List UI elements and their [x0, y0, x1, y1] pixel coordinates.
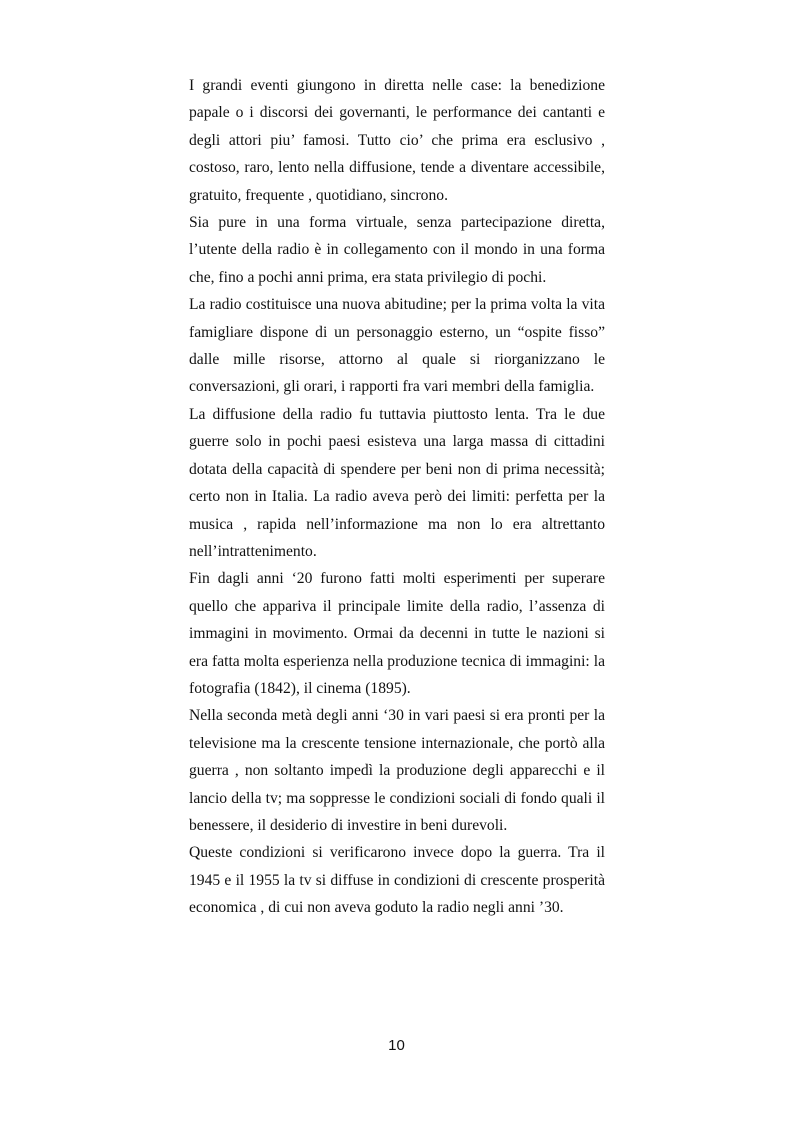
paragraph-7: Queste condizioni si verificarono invece dopo la guerra. Tra il 1945 e il 1955 la tv si diffuse in condizioni di crescente prosperità economica , di cui non aveva goduto la radio negli anni ’30. — [189, 844, 605, 917]
paragraph-1: I grandi eventi giungono in diretta nelle case: la benedizione papale o i discorsi dei governanti, le performance dei cantanti e degli attori piu’ famosi. Tutto cio’ che prima era esclusivo , costoso, raro, lento nella diffusione, tende a diventare accessibile, gratuito, frequente , quotidiano, sincrono. — [189, 77, 605, 204]
paragraph-5: Fin dagli anni ‘20 furono fatti molti esperimenti per superare quello che appariva il principale limite della radio, l’assenza di immagini in movimento. Ormai da decenni in tutte le nazioni si era fatta molta esperienza nella produzione tecnica di immagini: la fotografia (1842), il cinema (1895). — [189, 570, 605, 697]
paragraph-6: Nella seconda metà degli anni ‘30 in vari paesi si era pronti per la televisione ma la crescente tensione internazionale, che portò alla guerra , non soltanto impedì la produzione degli apparecchi e il lancio della tv; ma soppresse le condizioni sociali di fondo quali il benessere, il desiderio di investire in beni durevoli. — [189, 707, 605, 834]
body-text — [189, 72, 605, 922]
paragraph-2: Sia pure in una forma virtuale, senza partecipazione diretta, l’utente della radio è in collegamento con il mondo in una forma che, fino a pochi anni prima, era stata privilegio di pochi. — [189, 214, 605, 286]
paragraph-4: La diffusione della radio fu tuttavia piuttosto lenta. Tra le due guerre solo in pochi paesi esisteva una larga massa di cittadini dotata della capacità di spendere per beni non di prima necessità; certo non in Italia. La radio aveva però dei limiti: perfetta per la musica , rapida nell’informazione ma non lo era altrettanto nell’intrattenimento. — [189, 405, 605, 560]
page-number: 10 — [388, 1037, 405, 1054]
paragraph-3: La radio costituisce una nuova abitudine; per la prima volta la vita famigliare dispone di un personaggio esterno, un “ospite fisso” dalle mille risorse, attorno al quale si riorganizzano le conversazioni, gli orari, i rapporti fra vari membri della famiglia. — [189, 296, 605, 396]
